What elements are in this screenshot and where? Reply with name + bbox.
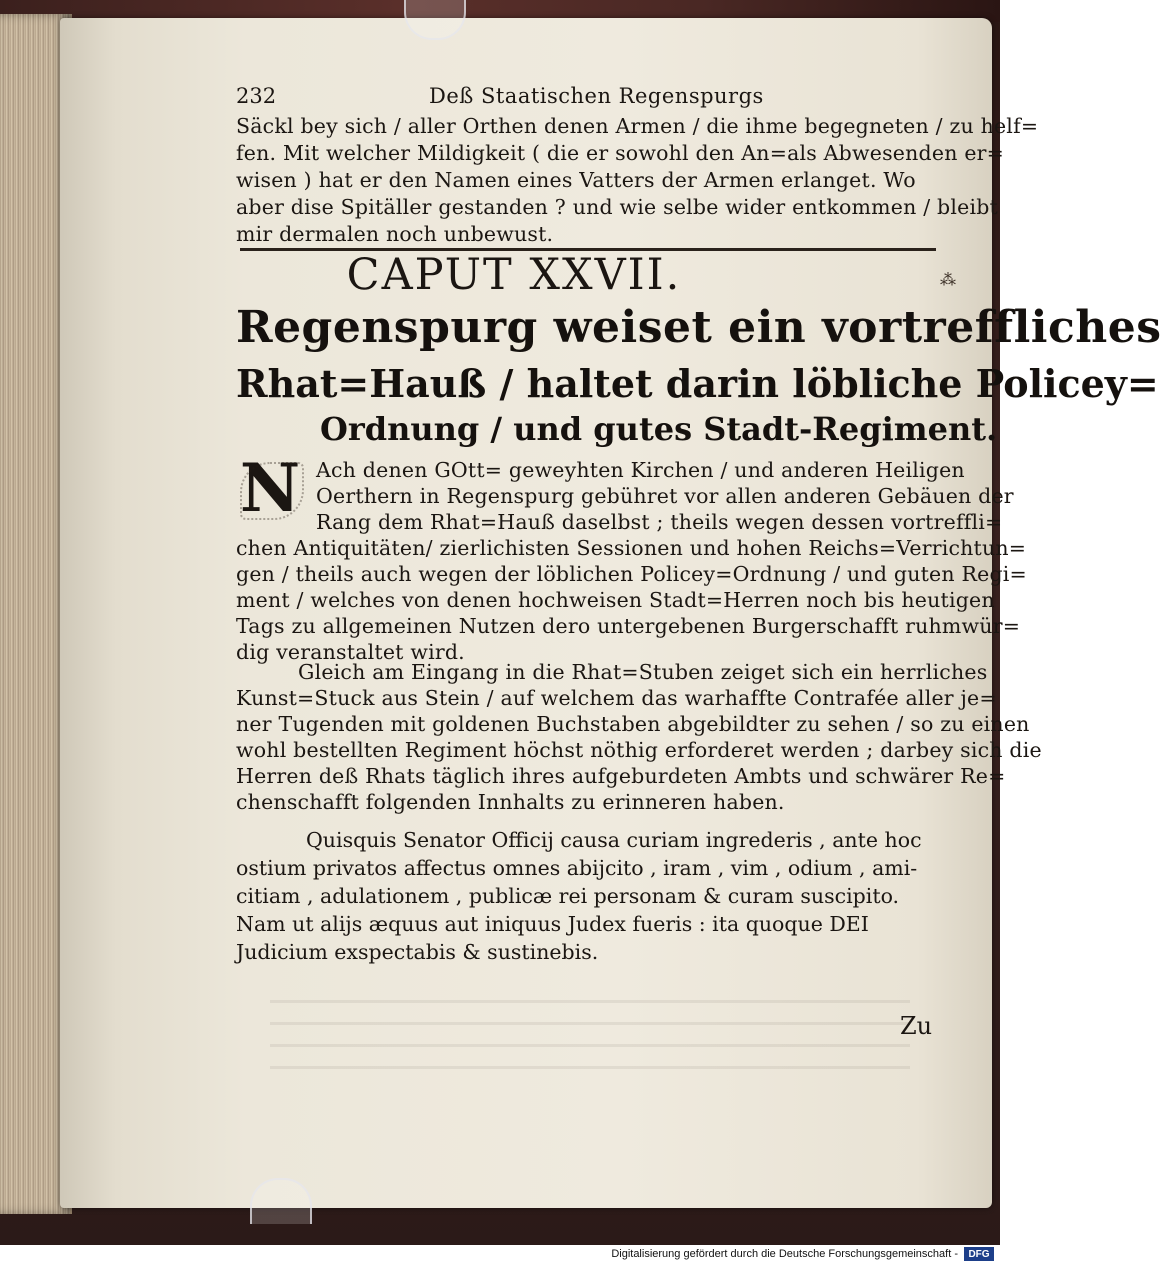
text-line: Herren deß Rhats täglich ihres aufgeburdeten Ambts und schwärer Re= [236, 764, 1006, 788]
latin-line: citiam , adulationem , publicæ rei personam & curam suscipito. [236, 884, 900, 908]
bleed-through-text [270, 1000, 910, 1070]
text-line: chenschafft folgenden Innhalts zu erinneren haben. [236, 790, 785, 814]
text-line: Gleich am Eingang in die Rhat=Stuben zeiget sich ein herrliches [298, 660, 988, 684]
text-line: fen. Mit welcher Mildigkeit ( die er sowohl den An=als Abwesenden er= [236, 141, 1005, 165]
margin-mark: ⁂ [940, 270, 956, 289]
text-line: gen / theils auch wegen der löblichen Policey=Ordnung / und guten Regi= [236, 562, 1027, 586]
text-line: chen Antiquitäten/ zierlichisten Sessionen und hohen Reichs=Verrichtun= [236, 536, 1027, 560]
latin-line: ostium privatos affectus omnes abijcito , iram , vim , odium , ami- [236, 856, 918, 880]
chapter-title-line: Ordnung / und gutes Stadt-Regiment. [320, 410, 998, 448]
text-line: wohl bestellten Regiment höchst nöthig erforderet werden ; darbey sich die [236, 738, 1042, 762]
text-line: Ach denen GOtt= geweyhten Kirchen / und anderen Heiligen [316, 458, 965, 482]
text-line: Kunst=Stuck aus Stein / auf welchem das warhaffte Contrafée aller je= [236, 686, 997, 710]
chapter-title-line: Rhat=Hauß / haltet darin löbliche Policey= [236, 361, 1159, 406]
text-line: Säckl bey sich / aller Orthen denen Armen / die ihme begegneten / zu helf= [236, 114, 1039, 138]
text-line: ment / welches von denen hochweisen Stadt=Herren noch bis heutigen [236, 588, 995, 612]
text-line: Tags zu allgemeinen Nutzen dero untergebenen Burgerschafft ruhmwür= [236, 614, 1021, 638]
text-line: aber dise Spitäller gestanden ? und wie selbe wider entkommen / bleibt [236, 195, 998, 219]
page-clip-bottom [250, 1178, 312, 1224]
catchword: Zu [900, 1012, 933, 1040]
text-line: mir dermalen noch unbewust. [236, 222, 554, 246]
drop-initial: N [234, 452, 306, 524]
chapter-number: CAPUT XXVII. [346, 250, 682, 300]
latin-line: Quisquis Senator Officij causa curiam ingrederis , ante hoc [306, 828, 922, 852]
text-line: dig veranstaltet wird. [236, 640, 465, 664]
chapter-title-line: Regenspurg weiset ein vortreffliches [236, 302, 1162, 353]
dfg-logo: DFG [964, 1247, 994, 1261]
page-number: 232 [236, 84, 277, 108]
latin-line: Judicium exspectabis & sustinebis. [236, 940, 599, 964]
text-line: Oerthern in Regenspurg gebühret vor allen anderen Gebäuen der [316, 484, 1014, 508]
text-line: Rang dem Rhat=Hauß daselbst ; theils wegen dessen vortreffli= [316, 510, 1003, 534]
footer-credit: Digitalisierung gefördert durch die Deutsche Forschungsgemeinschaft - [611, 1248, 958, 1260]
latin-line: Nam ut alijs æquus aut iniquus Judex fueris : ita quoque DEI [236, 912, 869, 936]
page-header [236, 84, 936, 110]
text-line: ner Tugenden mit goldenen Buchstaben abgebildter zu sehen / so zu einen [236, 712, 1030, 736]
text-line: wisen ) hat er den Namen eines Vatters der Armen erlanget. Wo [236, 168, 916, 192]
running-head: Deß Staatischen Regenspurgs [429, 84, 764, 108]
